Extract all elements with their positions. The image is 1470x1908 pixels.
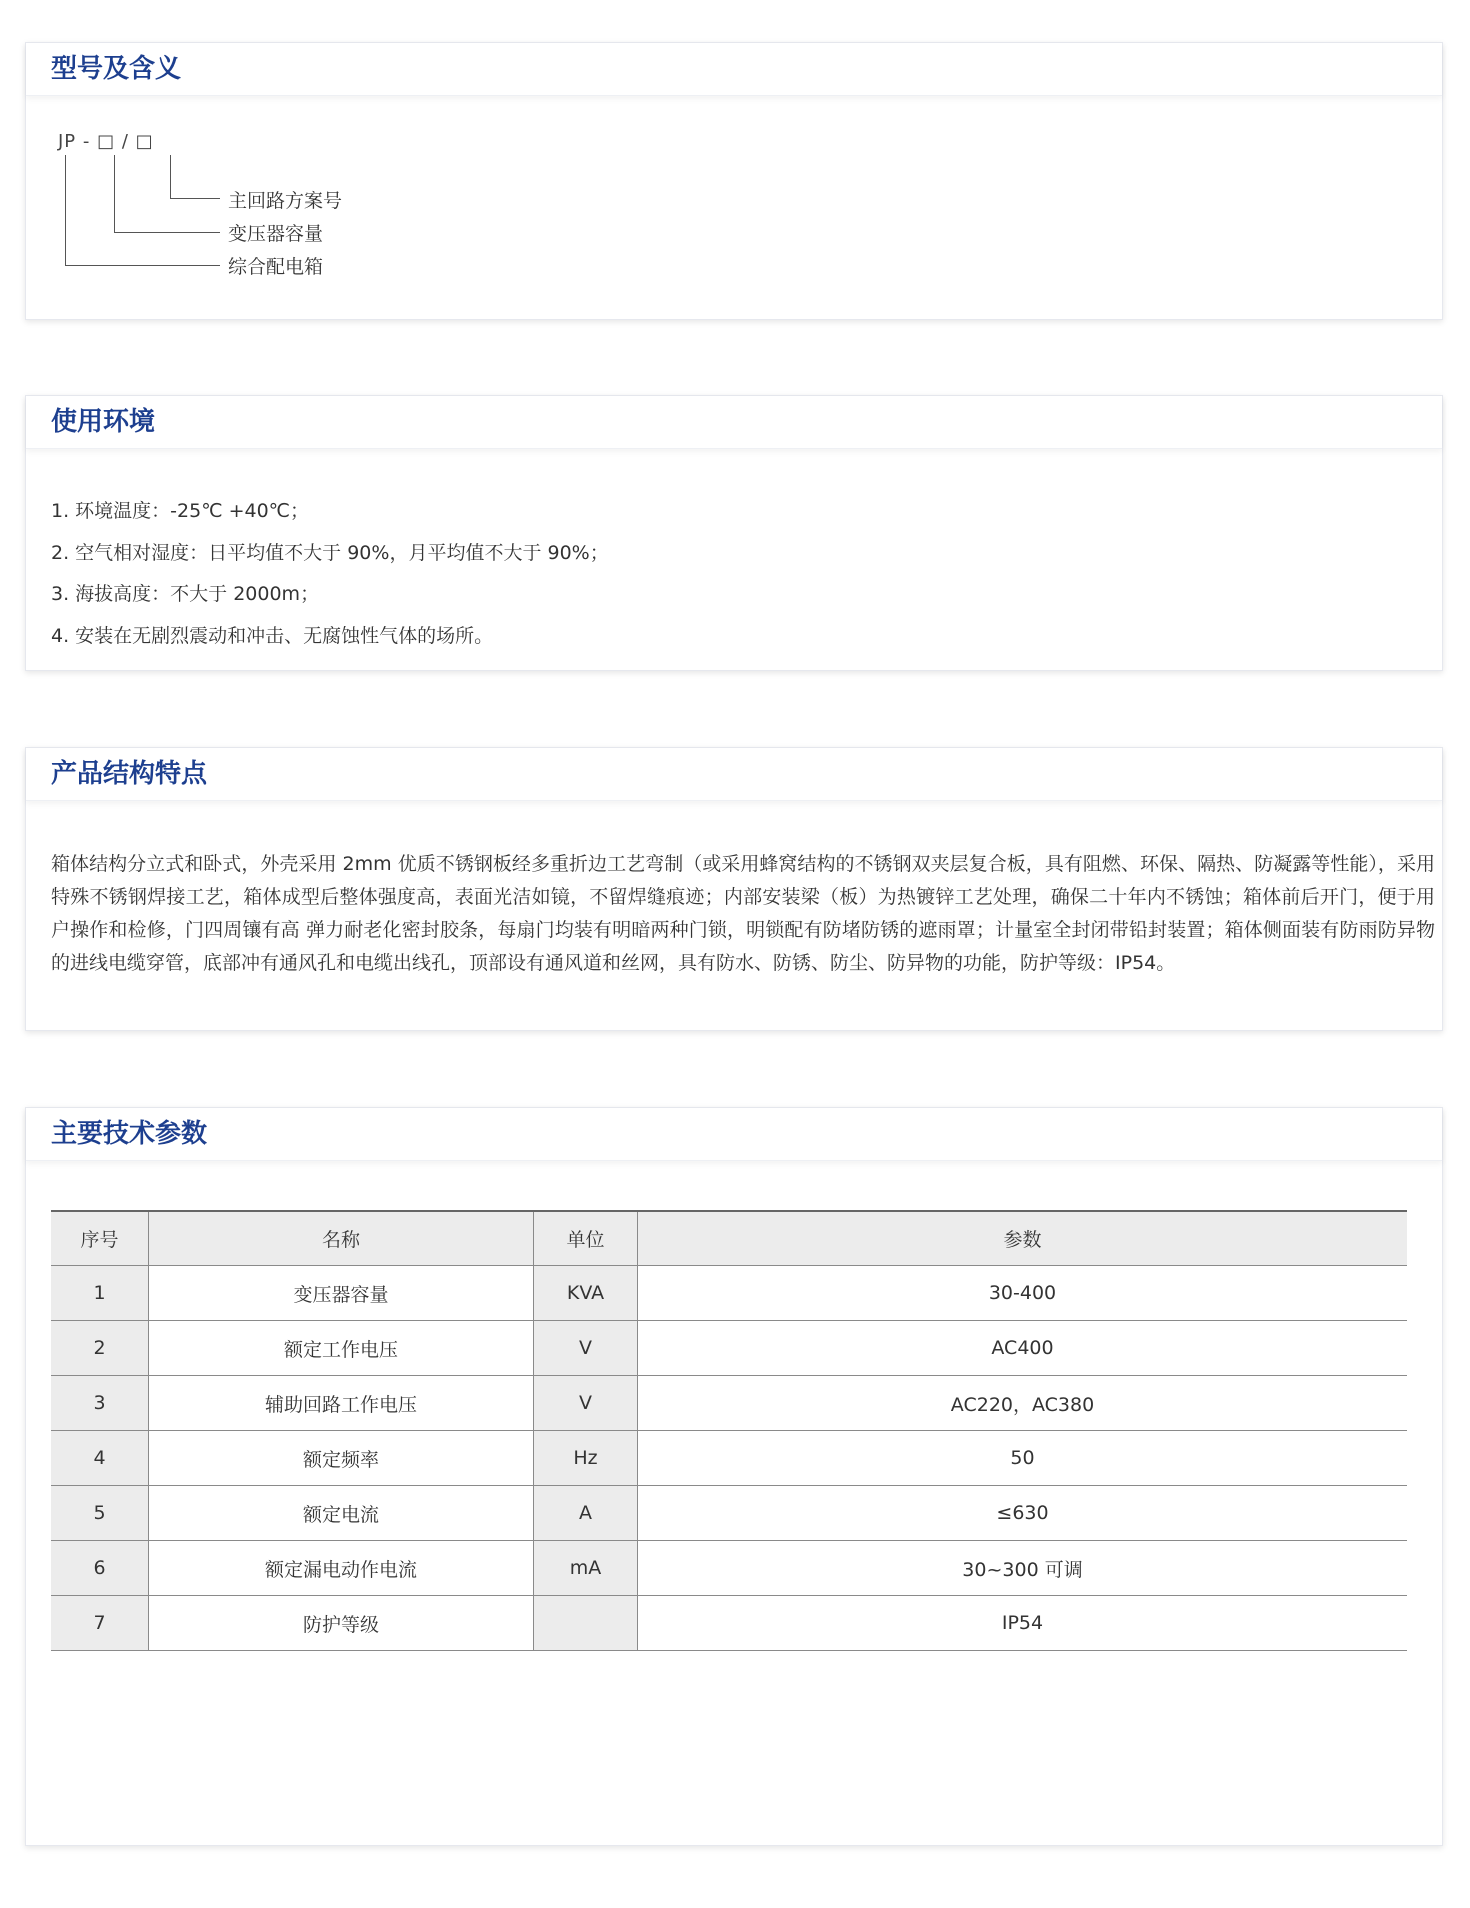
table-row <box>51 1541 1407 1596</box>
params-table <box>51 1210 1407 1651</box>
cell-name: 额定工作电压 <box>149 1321 534 1376</box>
cell-index: 1 <box>51 1266 149 1321</box>
cell-value: AC220，AC380 <box>638 1376 1408 1431</box>
column-header-index: 序号 <box>51 1211 149 1266</box>
structure-section-title: 产品结构特点 <box>51 759 208 789</box>
cell-index: 5 <box>51 1486 149 1541</box>
cell-value: IP54 <box>638 1596 1408 1651</box>
structure-section <box>25 747 1443 1031</box>
structure-section-header <box>26 748 1442 801</box>
column-header-unit: 单位 <box>534 1211 638 1266</box>
legend-capacity: 变压器容量 <box>228 223 324 245</box>
cell-name: 防护等级 <box>149 1596 534 1651</box>
cell-unit: V <box>534 1376 638 1431</box>
cell-index: 6 <box>51 1541 149 1596</box>
cell-name: 变压器容量 <box>149 1266 534 1321</box>
environment-section <box>25 395 1443 671</box>
params-section-title: 主要技术参数 <box>51 1119 208 1149</box>
cell-unit: KVA <box>534 1266 638 1321</box>
cell-name: 辅助回路工作电压 <box>149 1376 534 1431</box>
column-header-name: 名称 <box>149 1211 534 1266</box>
model-code: JP - □ / □ <box>58 131 154 152</box>
cell-name: 额定漏电动作电流 <box>149 1541 534 1596</box>
model-section-header <box>26 43 1442 96</box>
cell-value: ≤630 <box>638 1486 1408 1541</box>
cell-index: 4 <box>51 1431 149 1486</box>
cell-unit <box>534 1596 638 1651</box>
environment-section-header <box>26 396 1442 449</box>
cell-name: 额定电流 <box>149 1486 534 1541</box>
bracket-line-cap-horizontal <box>114 232 220 233</box>
cell-name: 额定频率 <box>149 1431 534 1486</box>
cell-index: 2 <box>51 1321 149 1376</box>
cell-unit: mA <box>534 1541 638 1596</box>
cell-value: 50 <box>638 1431 1408 1486</box>
table-row <box>51 1596 1407 1651</box>
table-row <box>51 1376 1407 1431</box>
column-header-value: 参数 <box>638 1211 1408 1266</box>
params-section-header <box>26 1108 1442 1161</box>
cell-unit: Hz <box>534 1431 638 1486</box>
cell-index: 7 <box>51 1596 149 1651</box>
bracket-line-jp-vertical <box>65 155 66 266</box>
table-row <box>51 1321 1407 1376</box>
list-item: 4. 安装在无剧烈震动和冲击、无腐蚀性气体的场所。 <box>51 624 494 647</box>
legend-scheme: 主回路方案号 <box>228 190 343 212</box>
list-item: 2. 空气相对湿度：日平均值不大于 90%，月平均值不大于 90%； <box>51 541 609 564</box>
list-item: 3. 海拔高度：不大于 2000m； <box>51 583 320 605</box>
list-item: 1. 环境温度：-25℃ +40℃； <box>51 500 310 522</box>
model-section <box>25 42 1443 320</box>
bracket-line-scheme-vertical <box>170 155 171 199</box>
structure-paragraph: 箱体结构分立式和卧式，外壳采用 2mm 优质不锈钢板经多重折边工艺弯制（或采用蜂窝结构的不锈钢双夹层复合板，具有阻燃、环保、隔热、防凝露等性能），采用特殊不锈钢焊接工艺，箱体成型后整体强度高，表面光洁如镜，不留焊缝痕迹；内部安装梁（板）为热镀锌工艺处理，确保二十年内不锈蚀；箱体前后开门，便于用户操作和检修，门四周镶有高 弹力耐老化密封胶条，每扇门均装有明暗两种门锁，明锁配有防堵防锈的遮雨罩；计量室全封闭带铅封装置；箱体侧面装有防雨防异物的进线电缆穿管，底部冲有通风孔和电缆出线孔，顶部设有通风道和丝网，具有防水、防锈、防尘、防异物的功能，防护等级：IP54。 <box>51 853 1435 974</box>
cell-value: 30~300 可调 <box>638 1541 1408 1596</box>
bracket-line-jp-horizontal <box>65 265 220 266</box>
table-row <box>51 1431 1407 1486</box>
environment-section-title: 使用环境 <box>51 407 156 437</box>
params-section <box>25 1107 1443 1846</box>
cell-index: 3 <box>51 1376 149 1431</box>
cell-value: AC400 <box>638 1321 1408 1376</box>
environment-list <box>51 491 609 657</box>
bracket-line-cap-vertical <box>114 155 115 233</box>
table-header-row <box>51 1211 1407 1266</box>
cell-unit: A <box>534 1486 638 1541</box>
cell-unit: V <box>534 1321 638 1376</box>
legend-box-type: 综合配电箱 <box>228 256 324 278</box>
model-section-title: 型号及含义 <box>51 54 182 84</box>
table-row <box>51 1266 1407 1321</box>
bracket-line-scheme-horizontal <box>170 198 220 199</box>
cell-value: 30-400 <box>638 1266 1408 1321</box>
table-row <box>51 1486 1407 1541</box>
